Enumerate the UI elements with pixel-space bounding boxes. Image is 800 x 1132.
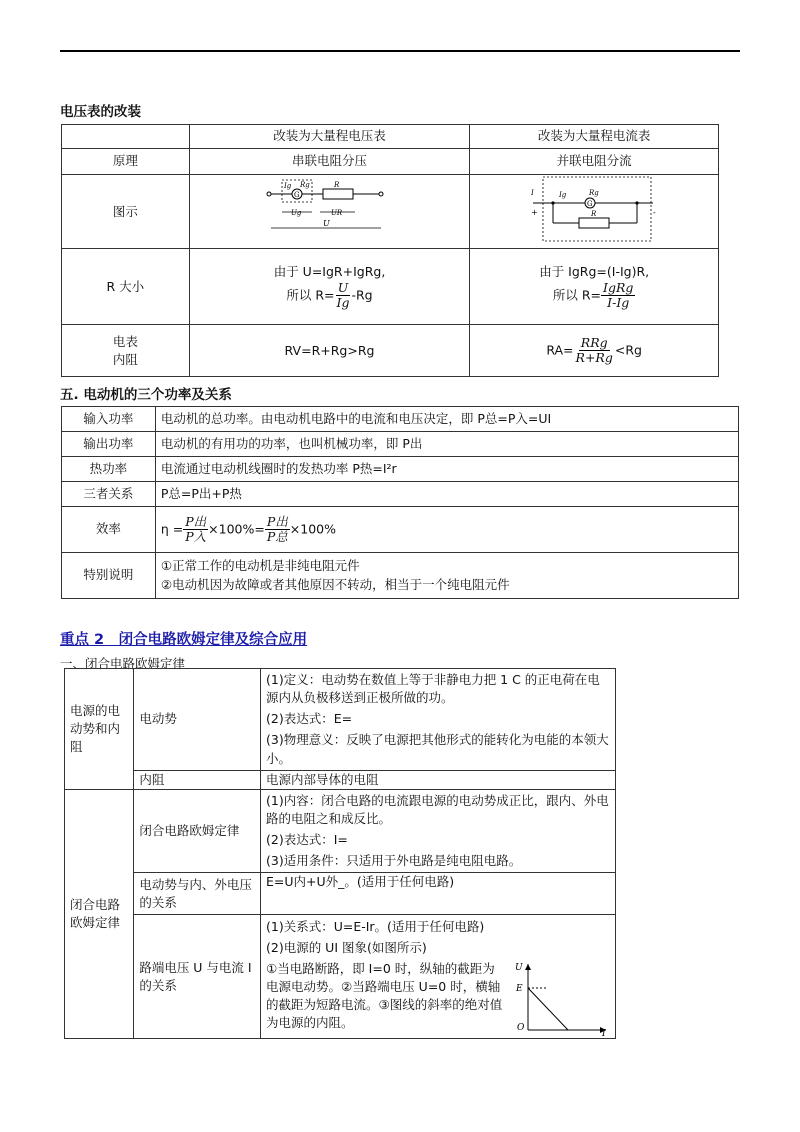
ui-graph	[514, 960, 610, 1036]
label-law: 闭合电路欧姆定律	[134, 789, 261, 873]
ra-prefix: RA=	[546, 342, 574, 358]
r-ammeter-prefix: 所以 R=	[552, 287, 602, 303]
principle-voltmeter: 串联电阻分压	[189, 149, 470, 175]
terminal-relation: (1)关系式：U=E-Ir。(适用于任何电路)	[265, 918, 485, 934]
efficiency-fraction-1	[183, 515, 208, 545]
terminal-ui-graph-caption: (2)电源的 UI 图象(如图所示)	[265, 939, 427, 955]
r-voltmeter-prefix: 所以 R=	[286, 287, 335, 303]
row-label-input-power: 输入功率	[62, 407, 156, 432]
law-content-text: (1)内容：闭合电路的电流跟电源的电动势成正比，跟内、外电路的电阻之和成反比。	[265, 792, 609, 826]
group-closed-circuit-law: 闭合电路欧姆定律	[65, 789, 134, 1039]
parallel-circuit-svg	[529, 175, 659, 243]
label-ur: UR	[330, 209, 342, 217]
emf-relation-desc: E=U内+U外_。(适用于任何电路)	[260, 873, 615, 915]
subsection-title: 一、闭合电路欧姆定律	[60, 656, 186, 671]
label-plus: +	[531, 208, 538, 217]
fraction-denominator: I-Ig	[607, 295, 630, 311]
label-emf-relation: 电动势与内、外电压的关系	[134, 873, 261, 915]
r-voltmeter-suffix: -Rg	[351, 287, 373, 303]
row-label-r: R 大小	[62, 249, 190, 325]
internal-desc: 电源内部导体的电阻	[260, 770, 615, 789]
corner-cell	[62, 125, 190, 149]
row-label-resistance-line1: 电表	[112, 333, 138, 349]
label-ig: Ig	[283, 182, 291, 190]
graph-label-e: E	[515, 983, 523, 994]
label-u: U	[322, 219, 330, 228]
fraction-denominator: R+Rg	[575, 350, 613, 366]
meter-conversion-table	[61, 124, 719, 377]
r-ammeter-fraction	[601, 281, 635, 311]
label-internal: 内阻	[134, 770, 261, 789]
row-label-diagram: 图示	[62, 175, 190, 249]
fraction-denominator: P入	[185, 529, 207, 544]
col-header-ammeter: 改装为大量程电流表	[470, 125, 719, 149]
heat-power-desc: 电流通过电动机线圈时的发热功率 P热=I²r	[155, 457, 738, 482]
label-rg-2: Rg	[589, 189, 599, 197]
section-title-motor: 五. 电动机的三个功率及关系	[60, 387, 232, 403]
principle-ammeter: 并联电阻分流	[470, 149, 719, 175]
fraction-numerator: IgRg	[603, 279, 634, 295]
ra-fraction	[574, 336, 615, 366]
special-note-line2: ②电动机因为故障或者其他原因不转动，相当于一个纯电阻元件	[160, 576, 510, 592]
r-voltmeter	[189, 249, 470, 325]
terminal-graph-row	[266, 960, 610, 1036]
r-ammeter	[470, 249, 719, 325]
graph-axis-i: I	[601, 1028, 606, 1036]
emf-expression: (2)表达式：E=	[265, 711, 353, 727]
r-voltmeter-line1: 由于 U=IgR+IgRg,	[273, 263, 386, 279]
galvanometer-g-2: G	[587, 200, 593, 208]
special-note-line1: ①正常工作的电动机是非纯电阻元件	[160, 558, 360, 574]
efficiency-mid: ×100%=	[208, 521, 265, 536]
label-rg: Rg	[299, 181, 310, 189]
emf-definition: (1)定义：电动势在数值上等于非静电力把 1 C 的正电荷在电源内从负极移送到正极所做的功。	[265, 672, 600, 706]
r-ammeter-line1: 由于 IgRg=(I-Ig)R,	[539, 263, 650, 279]
fraction-numerator: RRg	[580, 334, 608, 350]
motor-power-table	[61, 406, 739, 599]
label-emf: 电动势	[134, 669, 261, 771]
row-label-resistance	[62, 325, 190, 377]
col-header-voltmeter: 改装为大量程电压表	[189, 125, 470, 149]
efficiency-end: ×100%	[289, 521, 336, 536]
terminal-notes: ①当电路断路，即 I=0 时，纵轴的截距为电源电动势。②当路端电压 U=0 时，横轴的截距为短路电流。③图线的斜率的绝对值为电源的内阻。	[265, 960, 503, 1031]
resistance-voltmeter: RV=R+Rg>Rg	[189, 325, 470, 377]
fraction-denominator: Ig	[336, 295, 350, 311]
law-condition: (3)适用条件：只适用于外电路是纯电阻电路。	[265, 853, 522, 869]
r-voltmeter-fraction	[335, 281, 352, 311]
row-label-resistance-line2: 内阻	[112, 351, 138, 367]
series-circuit-svg	[265, 178, 395, 240]
fraction-denominator: P总	[266, 529, 288, 544]
output-power-desc: 电动机的有用功的功率，也叫机械功率，即 P出	[155, 432, 738, 457]
group-emf-internal: 电源的电动势和内阻	[65, 669, 134, 790]
section-title-voltmeter: 电压表的改装	[60, 104, 141, 120]
law-expression: (2)表达式：I=	[265, 832, 348, 847]
label-ug: Ug	[290, 209, 301, 217]
key-point-title[interactable]: 重点 2 闭合电路欧姆定律及综合应用	[60, 632, 308, 648]
label-i: I	[531, 189, 534, 197]
law-content	[260, 789, 615, 873]
emf-meaning: (3)物理意义：反映了电源把其他形式的能转化为电能的本领大小。	[265, 732, 609, 766]
label-minus: -	[653, 208, 656, 217]
ohm-law-table	[64, 668, 616, 1039]
fraction-numerator: P出	[185, 513, 207, 529]
label-r-2: R	[591, 210, 597, 218]
emf-content	[260, 669, 615, 771]
row-label-heat-power: 热功率	[62, 457, 156, 482]
series-circuit-diagram	[189, 175, 470, 249]
fraction-numerator: P出	[266, 513, 288, 529]
ra-suffix: <Rg	[614, 342, 642, 358]
terminal-voltage-content	[260, 915, 615, 1039]
fraction-numerator: U	[337, 279, 349, 295]
resistance-ammeter	[470, 325, 719, 377]
graph-origin-o: O	[516, 1022, 525, 1033]
label-r: R	[333, 181, 339, 189]
header-rule	[60, 50, 740, 52]
graph-axis-u: U	[514, 962, 523, 973]
efficiency-fraction-2	[265, 515, 290, 545]
row-label-relation: 三者关系	[62, 482, 156, 507]
label-terminal-voltage: 路端电压 U 与电流 I 的关系	[134, 915, 261, 1039]
eta-symbol: η =	[160, 521, 184, 536]
label-ig-2: Ig	[559, 191, 567, 199]
relation-desc: P总=P出+P热	[155, 482, 738, 507]
row-label-principle: 原理	[62, 149, 190, 175]
galvanometer-g: G	[293, 191, 300, 199]
row-label-efficiency: 效率	[62, 507, 156, 553]
special-note	[155, 553, 738, 599]
row-label-output-power: 输出功率	[62, 432, 156, 457]
row-label-special-note: 特别说明	[62, 553, 156, 599]
efficiency-formula	[155, 507, 738, 553]
input-power-desc: 电动机的总功率。由电动机电路中的电流和电压决定，即 P总=P入=UI	[155, 407, 738, 432]
parallel-circuit-diagram	[470, 175, 719, 249]
